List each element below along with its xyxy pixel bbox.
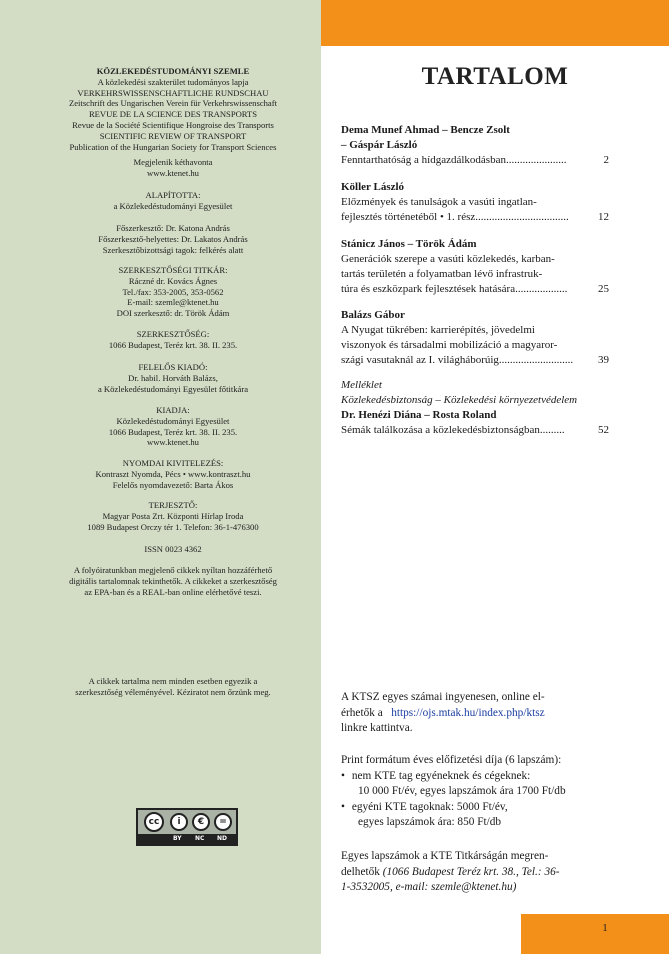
frequency-block — [40, 157, 306, 179]
toc-page: 12 — [598, 211, 609, 223]
subscription-heading: Print formátum éves előfizetési díja (6 lapszám): — [341, 754, 562, 766]
toc-title: TARTALOM — [421, 63, 569, 90]
toc-page: 52 — [598, 424, 609, 436]
disclaimer-block — [40, 676, 306, 698]
toc-author: Dema Munef Ahmad – Bencze Zsolt — [341, 124, 510, 136]
open-access-line: digitális tartalomnak tekinthetők. A cikkeket a szerkesztőség — [69, 575, 277, 586]
printing-block — [40, 458, 306, 490]
secretary-name: Ráczné dr. Kovács Ágnes — [128, 275, 218, 286]
license-label: BY — [173, 835, 182, 842]
online-info-text: érhetők a — [341, 706, 383, 719]
toc-page: 2 — [603, 154, 609, 166]
subscription-info — [341, 753, 609, 831]
toc-entry[interactable] — [341, 123, 609, 168]
issn-block — [40, 544, 306, 555]
distribution-line: 1089 Budapest Orczy tér 1. Telefon: 36-1-476300 — [87, 521, 259, 532]
toc-title-line: Fenntarthatóság a hídgazdálkodásban...................... 2 — [341, 154, 609, 166]
online-info-line: linkre kattintva. — [341, 722, 413, 734]
publisher-name: Közlekedéstudományi Egyesület — [116, 415, 230, 426]
deputy-editor: Főszerkesztő-helyettes: Dr. Lakatos András — [98, 233, 248, 244]
publisher-address: 1066 Budapest, Teréz krt. 38. II. 235. — [108, 426, 238, 437]
bullet-icon: • — [341, 769, 345, 782]
responsible-publisher-heading: FELELŐS KIADÓ: — [138, 362, 208, 372]
toc-title-line: tartás területén a folyamatban lévő infrastruk- — [341, 268, 543, 280]
publisher-web: www.ktenet.hu — [147, 437, 199, 448]
license-label: ND — [217, 835, 228, 842]
toc-author: Stánicz János – Török Ádám — [341, 238, 477, 250]
masthead-line: REVUE DE LA SCIENCE DES TRANSPORTS — [88, 109, 258, 120]
distribution-heading: TERJESZTŐ: — [148, 500, 198, 510]
issn-text: ISSN 0023 4362 — [144, 544, 202, 554]
footer-accent-bar — [521, 914, 669, 954]
secretary-email: E-mail: szemle@ktenet.hu — [127, 297, 219, 308]
subscription-text: egyes lapszámok ára: 850 Ft/db — [358, 816, 502, 828]
open-access-line: A folyóiratunkban megjelenő cikkek nyíltan hozzáférhető — [73, 565, 273, 575]
ordering-line: Egyes lapszámok a KTE Titkárságán megren- — [341, 850, 549, 862]
secretary-phone: Tel./fax: 353-2005, 353-0562 — [122, 286, 224, 297]
responsible-publisher-role: a Közlekedéstudományi Egyesület főtitkára — [97, 383, 249, 394]
online-access-info — [341, 690, 609, 737]
ordering-line — [341, 880, 609, 896]
toc-title-line: viszonyok és társadalmi mobilizáció a magyaror- — [341, 339, 558, 351]
print-manager: Felelős nyomdavezető: Barta Ákos — [112, 479, 234, 490]
toc-entry[interactable] — [341, 180, 609, 225]
doi-editor: DOI szerkesztő: dr. Török Ádám — [116, 308, 230, 319]
founded-heading: ALAPÍTOTTA: — [145, 190, 201, 200]
license-label: NC — [195, 835, 205, 842]
frequency-text: Megjelenik kéthavonta — [133, 157, 213, 167]
toc-title-line: Előzmények és tanulságok a vasúti ingatlan- — [341, 196, 537, 208]
attribution-icon: i — [170, 813, 188, 831]
office-heading: SZERKESZTŐSÉG: — [136, 329, 210, 339]
ordering-line — [341, 865, 609, 881]
toc-title-line: szági vasutaknál az I. világháborúig........................... 39 — [341, 354, 609, 366]
publisher-heading: KIADJA: — [156, 405, 190, 415]
masthead-line: Zeitschrift des Ungarischen Verein für Verkehrswissenschaft — [68, 98, 277, 109]
toc-title-line: fejlesztés történetéből • 1. rész.................................. 12 — [341, 211, 609, 223]
cc-by-nc-nd-badge — [136, 808, 238, 846]
page-number: 1 — [602, 922, 608, 934]
secretary-block — [40, 265, 306, 319]
cc-icon: cc — [144, 812, 164, 832]
toc-article-title: túra és eszközpark fejlesztések hatására — [341, 283, 516, 295]
printer-name: Kontraszt Nyomda, Pécs • www.kontraszt.hu — [95, 468, 251, 479]
toc-article-title: Fenntarthatóság a hídgazdálkodásban — [341, 154, 506, 166]
founded-text: a Közlekedéstudományi Egyesület — [113, 200, 233, 211]
founded-block — [40, 190, 306, 212]
masthead-line: VERKEHRSWISSENSCHAFTLICHE RUNDSCHAU — [77, 87, 269, 98]
open-access-line: az EPA-ban és a REAL-ban online elérhetővé teszi. — [84, 586, 262, 597]
disclaimer-line: szerkesztőség véleményével. Kéziratot nem őrzünk meg. — [75, 686, 271, 697]
subscription-text: nem KTE tag egyéneknek és cégeknek: — [351, 769, 531, 782]
office-block — [40, 329, 306, 351]
ordering-contact: 1-3532005, e-mail: szemle@ktenet.hu) — [341, 881, 517, 893]
distribution-line: Magyar Posta Zrt. Központi Hírlap Iroda — [102, 510, 244, 521]
subscription-bullet — [341, 800, 609, 816]
supplement-label: Melléklet — [341, 379, 382, 391]
disclaimer-line: A cikkek tartalma nem minden esetben egyezik a — [88, 676, 258, 686]
masthead — [40, 66, 306, 152]
toc-author: Köller László — [341, 181, 405, 193]
supplement-subtitle: Közlekedésbiztonság – Közlekedési környezetvédelem — [341, 394, 578, 406]
noncommercial-icon: € — [192, 813, 210, 831]
toc-entry[interactable] — [341, 237, 609, 297]
subscription-text: 10 000 Ft/év, egyes lapszámok ára 1700 Ft/db — [358, 785, 566, 797]
responsible-publisher-name: Dr. habil. Horváth Balázs, — [128, 372, 218, 383]
printing-heading: NYOMDAI KIVITELEZÉS: — [122, 458, 224, 468]
toc-title-line: túra és eszközpark fejlesztések hatására................... 25 — [341, 283, 609, 295]
ojs-link[interactable]: https://ojs.mtak.hu/index.php/ktsz — [391, 706, 545, 719]
ordering-text: delhetők — [341, 865, 380, 878]
website-text: www.ktenet.hu — [147, 167, 199, 178]
toc-article-title: fejlesztés történetéből • 1. rész — [341, 211, 476, 223]
header-accent-bar — [321, 0, 669, 46]
editorial-board: Szerkesztőbizottsági tagok: felkérés alatt — [102, 244, 244, 255]
toc-page: 25 — [598, 283, 609, 295]
toc-article-title: szági vasutaknál az I. világháborúig — [341, 354, 499, 366]
toc-author: Balázs Gábor — [341, 309, 405, 321]
toc-author: Dr. Henézi Diána – Rosta Roland — [341, 409, 497, 421]
office-address: 1066 Budapest, Teréz krt. 38. II. 235. — [108, 339, 238, 350]
toc-title-line: Sémák találkozása a közlekedésbiztonságban......... 52 — [341, 424, 609, 436]
online-info-line — [341, 706, 609, 722]
toc-page: 39 — [598, 354, 609, 366]
masthead-line: SCIENTIFIC REVIEW OF TRANSPORT — [99, 130, 247, 141]
toc-title-line: Generációk szerepe a vasúti közlekedés, karban- — [341, 253, 555, 265]
responsible-publisher-block — [40, 362, 306, 394]
toc-title-line: A Nyugat tükrében: karrierépítés, jövedelmi — [341, 324, 535, 336]
bullet-icon: • — [341, 800, 345, 813]
toc-supplement[interactable] — [341, 378, 609, 438]
toc-article-title: Sémák találkozása a közlekedésbiztonságban — [341, 424, 540, 436]
masthead-line: Revue de la Société Scientifique Hongroise des Transports — [72, 119, 274, 130]
subscription-text: egyéni KTE tagoknak: 5000 Ft/év, — [351, 800, 508, 813]
journal-name: KÖZLEKEDÉSTUDOMÁNYI SZEMLE — [96, 66, 250, 76]
distribution-block — [40, 500, 306, 532]
publisher-block — [40, 405, 306, 448]
toc-entry[interactable] — [341, 308, 609, 368]
toc-author: – Gáspár László — [341, 139, 418, 151]
chief-editor: Főszerkesztő: Dr. Katona András — [116, 223, 230, 233]
masthead-line: A közlekedési szakterület tudományos lapja — [97, 76, 249, 87]
masthead-line: Publication of the Hungarian Society for Transport Sciences — [69, 141, 277, 152]
online-info-line: A KTSZ egyes számai ingyenesen, online el- — [341, 691, 545, 703]
ordering-address: (1066 Budapest Teréz krt. 38., Tel.: 36- — [382, 865, 560, 878]
editors-block — [40, 223, 306, 255]
secretary-heading: SZERKESZTŐSÉGI TITKÁR: — [118, 265, 228, 275]
open-access-block — [40, 565, 306, 597]
subscription-bullet — [341, 769, 609, 785]
ordering-info — [341, 849, 609, 896]
noderivatives-icon: = — [214, 813, 232, 831]
